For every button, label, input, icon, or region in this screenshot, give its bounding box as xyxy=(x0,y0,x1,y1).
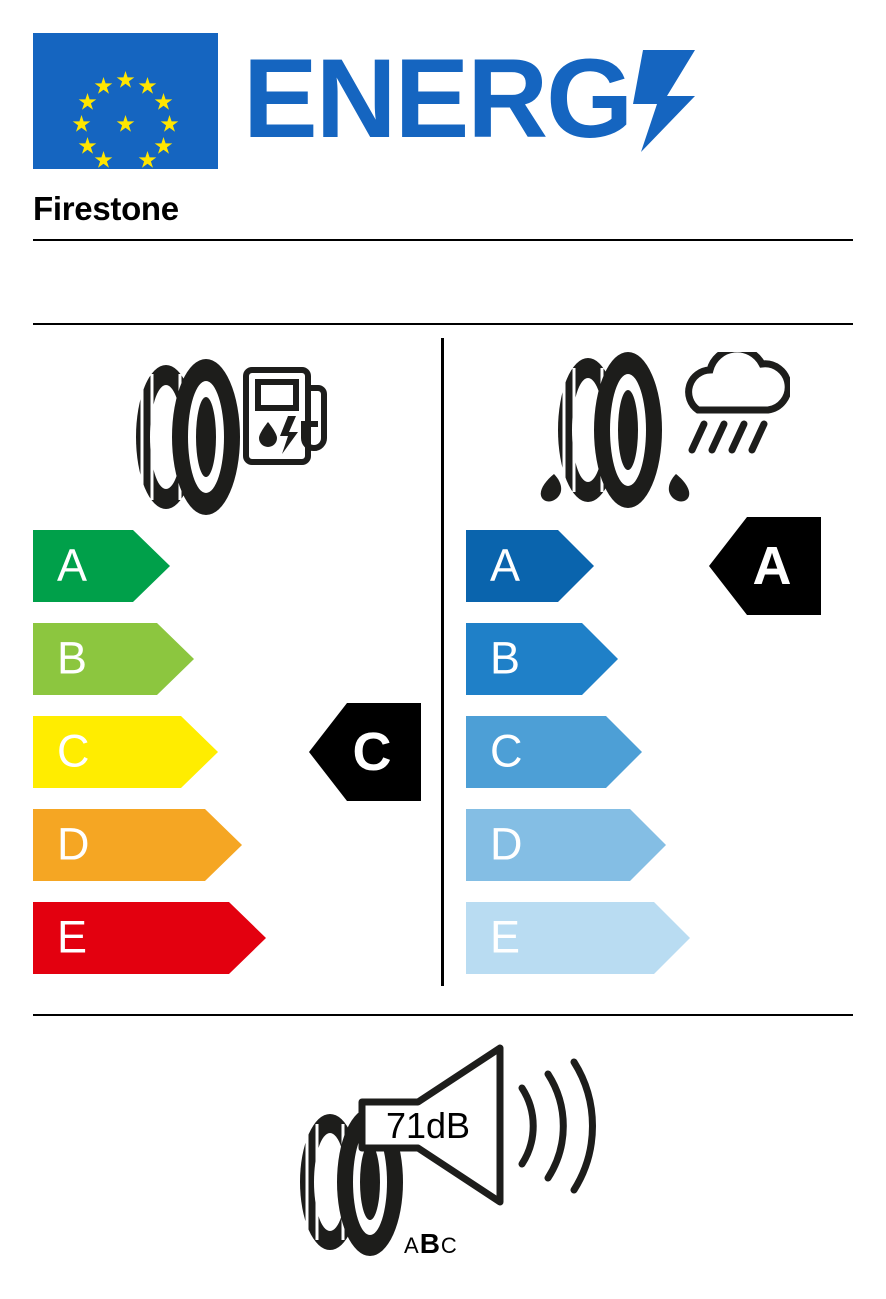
wet-grade-D-letter: D xyxy=(490,818,523,870)
divider-above-noise xyxy=(33,1014,853,1016)
noise-db-value: 71dB xyxy=(385,1105,471,1146)
wet-selected-marker xyxy=(709,517,821,615)
wet-grade-E-letter: E xyxy=(490,911,521,963)
fuel-grade-A xyxy=(33,530,170,602)
wet-grade-A xyxy=(466,530,594,602)
noise-class-C: C xyxy=(440,1233,458,1258)
wet-grade-C-letter: C xyxy=(490,725,523,777)
fuel-selected-marker xyxy=(309,703,421,801)
wet-selected-letter: A xyxy=(752,536,792,596)
energy-wordmark xyxy=(243,40,713,160)
fuel-grade-C xyxy=(33,716,218,788)
tyre-rain-cloud-icon xyxy=(540,352,790,522)
wet-grade-A-letter: A xyxy=(490,539,521,591)
fuel-grade-C-letter: C xyxy=(57,725,90,777)
fuel-selected-letter: C xyxy=(352,722,392,782)
divider-under-brand xyxy=(33,239,853,241)
fuel-grade-B-letter: B xyxy=(57,632,88,684)
fuel-grade-A-letter: A xyxy=(57,539,88,591)
wet-grade-D xyxy=(466,809,666,881)
divider-vertical xyxy=(441,338,444,986)
fuel-grade-D xyxy=(33,809,242,881)
brand-name: Firestone xyxy=(33,190,179,227)
fuel-grade-E-letter: E xyxy=(57,911,88,963)
fuel-grade-D-letter: D xyxy=(57,818,90,870)
noise-class-scale xyxy=(404,1228,504,1260)
wet-grade-B-letter: B xyxy=(490,632,521,684)
wet-grade-E xyxy=(466,902,690,974)
svg-text:ENERG: ENERG xyxy=(243,40,632,160)
noise-class-B-selected: B xyxy=(419,1228,441,1259)
fuel-grade-B xyxy=(33,623,194,695)
wet-grade-C xyxy=(466,716,642,788)
tyre-fuel-pump-icon xyxy=(118,352,328,522)
divider-top-grid xyxy=(33,323,853,325)
wet-grade-B xyxy=(466,623,618,695)
noise-class-A: A xyxy=(404,1233,420,1258)
eu-flag xyxy=(33,33,218,169)
fuel-grade-E xyxy=(33,902,266,974)
